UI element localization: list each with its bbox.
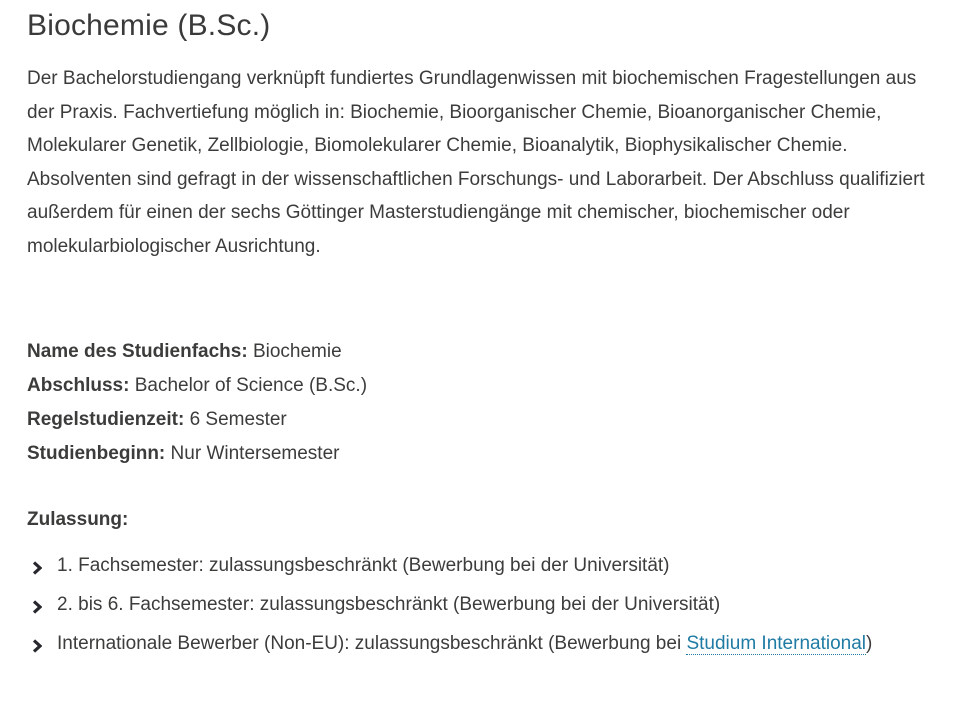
admission-heading: Zulassung: [27, 509, 129, 530]
fact-value: 6 Semester [184, 409, 287, 430]
page-title: Biochemie (B.Sc.) [27, 9, 271, 42]
fact-row-degree [27, 369, 948, 403]
admission-item [27, 594, 948, 616]
admission-item [27, 555, 948, 577]
fact-row-duration [27, 403, 948, 437]
fact-row-subject [27, 335, 948, 369]
fact-label: Regelstudienzeit: [27, 409, 185, 430]
fact-value: Bachelor of Science (B.Sc.) [129, 375, 368, 396]
chevron-right-icon [32, 559, 42, 573]
admission-list [27, 555, 948, 655]
fact-value: Biochemie [247, 341, 342, 362]
fact-label: Studienbeginn: [27, 443, 166, 464]
fact-value: Nur Wintersemester [165, 443, 340, 464]
intro-paragraph: Der Bachelorstudiengang verknüpft fundiertes Grundlagenwissen mit biochemischen Fragestellungen aus der Praxis. Fachvertiefung möglich in: Biochemie, Bioorganischer Chemie, Bioanorganischer Chemie, Molekularer Genetik, Zellbiologie, Biomolekularer Chemie, Bioanalytik, Biophysikalischer Chemie. Absolventen sind gefragt in der wissenschaftlichen Forschungs- und Laborarbeit. Der Abschluss qualifiziert außerdem für einen der sechs Göttinger Masterstudiengänge mit chemischer, biochemischer oder molekularbiologischer Ausrichtung. [27, 68, 925, 257]
studium-international-link[interactable]: Studium International [686, 633, 867, 654]
chevron-right-icon [32, 598, 42, 612]
admission-item-text: 1. Fachsemester: zulassungsbeschränkt (Bewerbung bei der Universität) [57, 555, 670, 576]
fact-label: Name des Studienfachs: [27, 341, 248, 362]
chevron-right-icon [32, 637, 42, 651]
facts-block [27, 335, 948, 471]
admission-item-text: Internationale Bewerber (Non-EU): zulassungsbeschränkt (Bewerbung bei [57, 633, 687, 654]
admission-item-text: ) [866, 633, 873, 654]
admission-item [27, 633, 948, 655]
admission-item-text: 2. bis 6. Fachsemester: zulassungsbeschränkt (Bewerbung bei der Universität) [57, 594, 721, 615]
fact-label: Abschluss: [27, 375, 130, 396]
fact-row-start [27, 437, 948, 471]
